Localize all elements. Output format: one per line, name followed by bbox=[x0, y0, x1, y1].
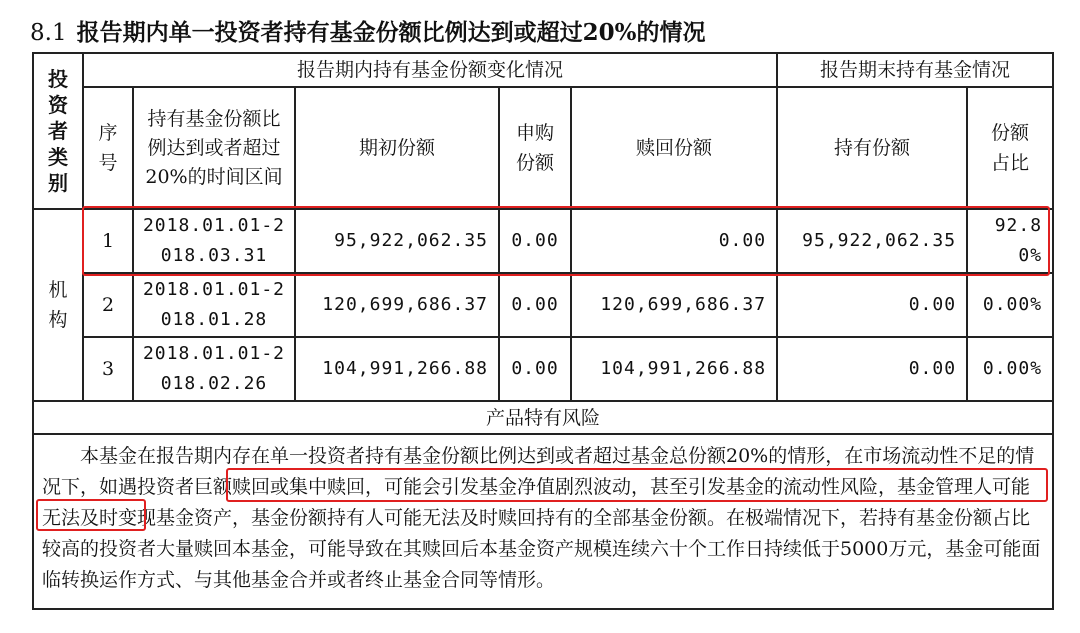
table-row bbox=[33, 209, 1053, 273]
row-seq: 1 bbox=[83, 209, 133, 273]
header-subscribe: 申购份额 bbox=[499, 87, 571, 209]
row-period: 2018.01.01-2018.02.26 bbox=[133, 337, 295, 401]
row-redeem: 104,991,266.88 bbox=[571, 337, 777, 401]
row-holding: 0.00 bbox=[777, 273, 967, 337]
section-title-text: 报告期内单一投资者持有基金份额比例达到或超过20%的情况 bbox=[76, 19, 706, 46]
section-title bbox=[30, 14, 705, 52]
row-subscribe: 0.00 bbox=[499, 209, 571, 273]
row-subscribe: 0.00 bbox=[499, 337, 571, 401]
header-group-end: 报告期末持有基金情况 bbox=[777, 53, 1053, 87]
row-seq: 3 bbox=[83, 337, 133, 401]
header-group-change: 报告期内持有基金份额变化情况 bbox=[83, 53, 777, 87]
row-opening: 104,991,266.88 bbox=[295, 337, 499, 401]
section-number: 8.1 bbox=[30, 20, 67, 46]
header-seq: 序号 bbox=[83, 87, 133, 209]
row-holding: 95,922,062.35 bbox=[777, 209, 967, 273]
row-period: 2018.01.01-2018.01.28 bbox=[133, 273, 295, 337]
table-row bbox=[33, 273, 1053, 337]
row-opening: 120,699,686.37 bbox=[295, 273, 499, 337]
header-ratio: 份额占比 bbox=[967, 87, 1053, 209]
row-ratio: 0.00% bbox=[967, 337, 1053, 401]
row-redeem: 0.00 bbox=[571, 209, 777, 273]
holdings-table bbox=[32, 52, 1054, 610]
row-opening: 95,922,062.35 bbox=[295, 209, 499, 273]
row-seq: 2 bbox=[83, 273, 133, 337]
investor-category-cell: 机构 bbox=[33, 209, 83, 401]
row-period: 2018.01.01-2018.03.31 bbox=[133, 209, 295, 273]
row-holding: 0.00 bbox=[777, 337, 967, 401]
row-ratio: 0.00% bbox=[967, 273, 1053, 337]
risk-header: 产品特有风险 bbox=[33, 401, 1053, 434]
table-row bbox=[33, 337, 1053, 401]
header-period: 持有基金份额比例达到或者超过20%的时间区间 bbox=[133, 87, 295, 209]
header-opening: 期初份额 bbox=[295, 87, 499, 209]
header-holding: 持有份额 bbox=[777, 87, 967, 209]
row-subscribe: 0.00 bbox=[499, 273, 571, 337]
header-redeem: 赎回份额 bbox=[571, 87, 777, 209]
risk-paragraph: 本基金在报告期内存在单一投资者持有基金份额比例达到或者超过基金总份额20%的情形，在市场流动性不足的情况下，如遇投资者巨额赎回或集中赎回，可能会引发基金净值剧烈波动，甚至引发基金的流动性风险，基金管理人可能无法及时变现基金资产，基金份额持有人可能无法及时赎回持有的全部基金份额。在极端情况下，若持有基金份额占比较高的投资者大量赎回本基金，可能导致在其赎回后本基金资产规模连续六十个工作日持续低于5000万元，基金可能面临转换运作方式、与其他基金合并或者终止基金合同等情形。 bbox=[42, 445, 1041, 591]
risk-paragraph-cell bbox=[33, 434, 1053, 609]
row-redeem: 120,699,686.37 bbox=[571, 273, 777, 337]
row-ratio: 92.80% bbox=[967, 209, 1053, 273]
header-investor-type: 投资者类别 bbox=[33, 53, 83, 209]
